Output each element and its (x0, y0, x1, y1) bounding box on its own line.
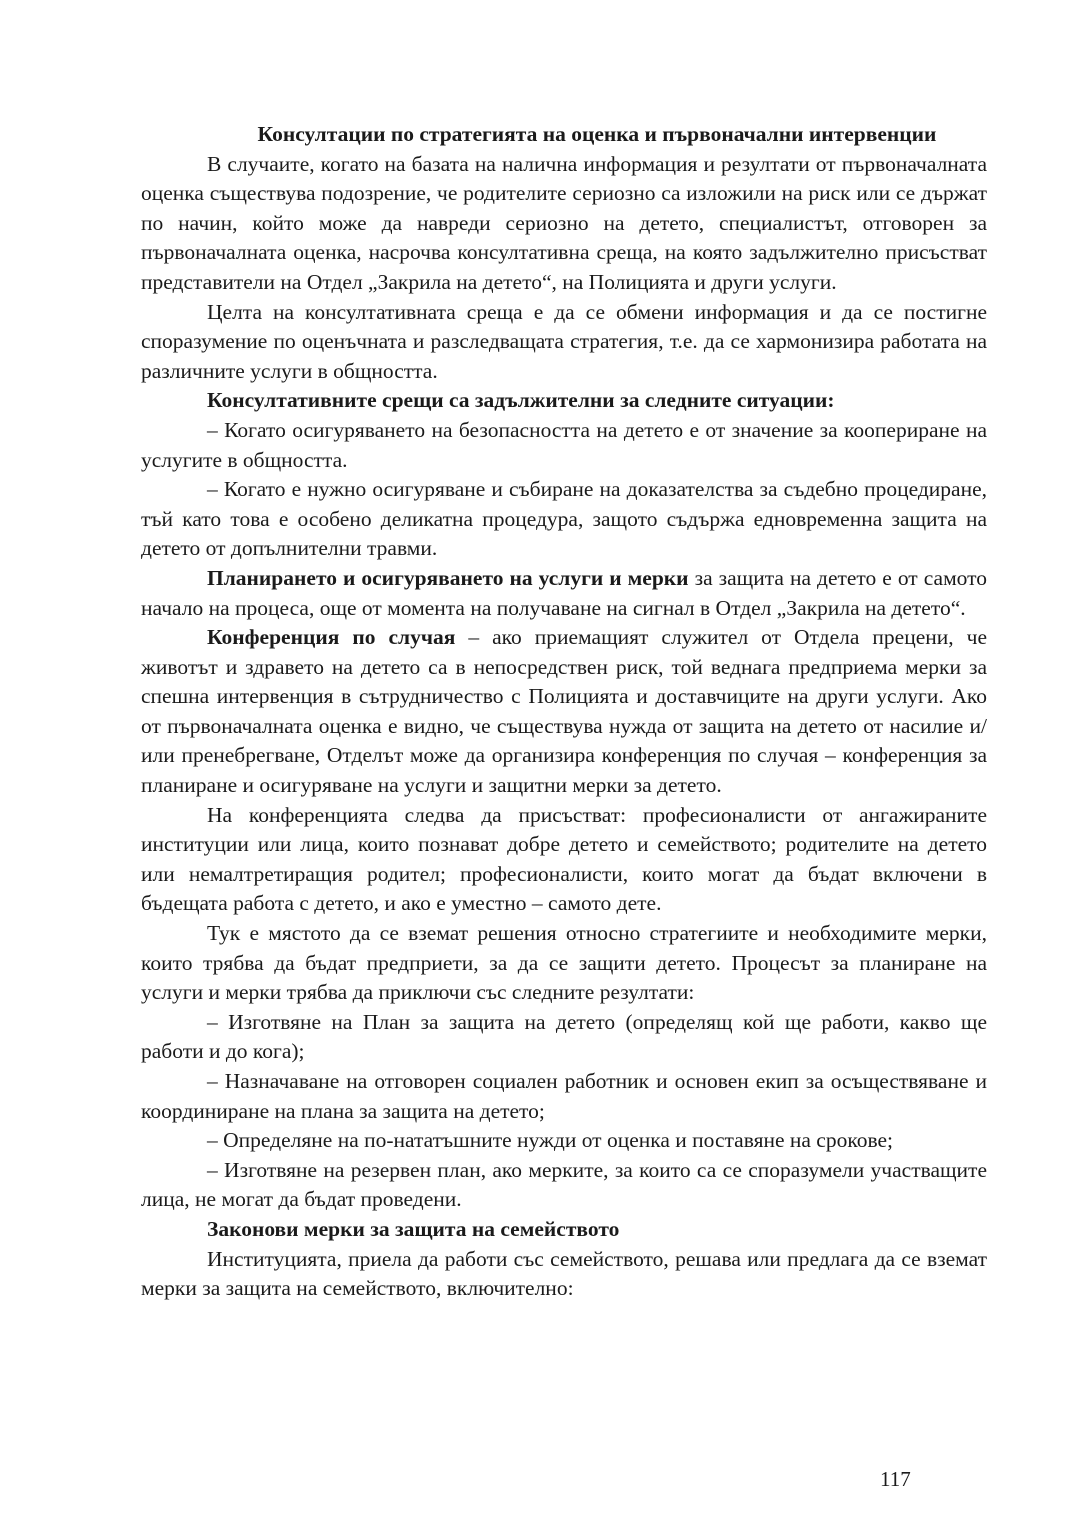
paragraph-meeting-goal: Целта на консултативната среща е да се обмени информация и да се постигне споразумение по оценъчната и разследващата стратегия, т.е. да се хармонизира работата на различните услуги в общността. (141, 299, 987, 383)
conference-rest-text: – ако приемащият служител от Отдела прецени, че животът и здравето на детето са в непосредствен риск, той веднага предприема мерки за спешна интервенция в сътрудничество с Полицията и доставчиците на други услуги. Ако от първоначалната оценка е видно, че съществува нужда от защита на детето от насилие и/или пренебрегване, Отделът може да организира конференция по случая – конференция за планиране и осигуряване на услуги и защитни мерки за детето. (141, 625, 987, 798)
list-item-backup-plan: – Изготвяне на резервен план, ако мерките, за които са се споразумели участващите лица, не могат да бъдат проведени. (141, 1157, 987, 1212)
paragraph-institution-measures: Институцията, приела да работи със семейството, решава или предлага да се вземат мерки за защита на семейството, включително: (141, 1246, 987, 1301)
paragraph-consultation-cases: В случаите, когато на базата на налична информация и резултати от първоначалната оценка съществува подозрение, че родителите сериозно са изложили на риск или се държат по начин, който може да навреди сериозно на детето, специалистът, отговорен за първоначалната оценка, насрочва консултативна среща, на която задължително присъстват представители на Отдел „Закрила на детето“, на Полицията и други услуги. (141, 151, 987, 294)
conference-bold-phrase: Конференция по случая (207, 625, 456, 650)
section-title: Консултации по стратегията на оценка и първоначални интервенции (257, 122, 937, 146)
list-item-further-needs: – Определяне на по-нататъшните нужди от оценка и поставяне на срокове; (207, 1128, 893, 1153)
document-body (141, 120, 987, 1304)
heading-legal-measures: Законови мерки за защита на семейството (207, 1216, 620, 1241)
planning-rest-text: за защита на детето е от самото начало на процеса, още от момента на получаване на сигнал в Отдел „Закрила на детето“. (141, 565, 987, 620)
list-item-assign-social-worker: – Назначаване на отговорен социален работник и основен екип за осъществяване и координиране на плана за защита на детето; (141, 1069, 987, 1123)
paragraph-planning (141, 564, 987, 623)
paragraph-attendees: На конференцията следва да присъстват: професионалисти от ангажираните институции или лица, които познават добре детето и семейството; родителите на детето или немалтретиращия родител; професионалисти, които могат да бъдат включени в бъдещата работа с детето, и ако е уместно – самото дете. (141, 802, 987, 916)
list-item-safety-cooperation: – Когато осигуряването на безопасността на детето е от значение за коопериране на услугите в общността. (141, 417, 987, 472)
list-item-protection-plan: – Изготвяне на План за защита на детето (определящ кой ще работи, какво ще работи и до кога); (141, 1009, 987, 1064)
heading-mandatory-meetings: Консултативните срещи са задължителни за следните ситуации: (207, 388, 835, 413)
list-item-evidence-collection: – Когато е нужно осигуряване и събиране на доказателства за съдебно процедиране, тъй като това е особено деликатна процедура, защото съдържа едновременна защита на детето от допълнителни травми. (141, 477, 987, 561)
paragraph-case-conference (141, 623, 987, 801)
paragraph-decisions: Тук е мястото да се вземат решения относно стратегиите и необходимите мерки, които трябва да бъдат предприети, за да се защити детето. Процесът за планиране на услуги и мерки трябва да приключи със следните резултати: (141, 921, 987, 1005)
planning-bold-phrase: Планирането и осигуряването на услуги и мерки (207, 565, 689, 590)
page-number: 117 (880, 1467, 911, 1491)
